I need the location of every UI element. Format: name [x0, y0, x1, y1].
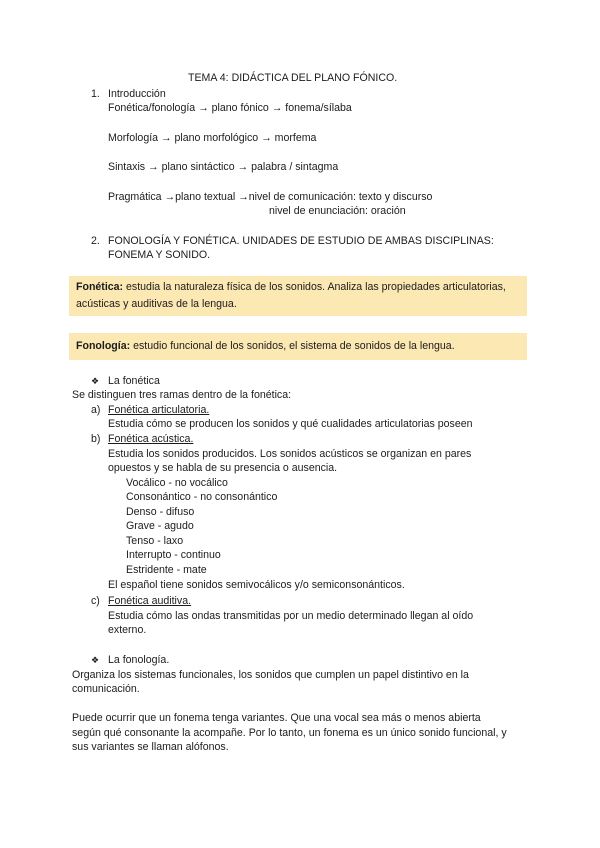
- section-1-heading: Introducción: [108, 88, 166, 100]
- section-2-heading-line1: FONOLOGÍA Y FONÉTICA. UNIDADES DE ESTUDIO DE AMBAS DISCIPLINAS:: [108, 235, 494, 247]
- section-2-heading-line2: FONEMA Y SONIDO.: [108, 249, 211, 261]
- la-fonetica-intro: Se distinguen tres ramas dentro de la fonética:: [72, 389, 292, 401]
- item-c-text-2: externo.: [108, 624, 147, 636]
- alofonos-paragraph-line-3: sus variantes se llaman alófonos.: [72, 741, 229, 753]
- fonologia-definition: estudio funcional de los sonidos, el sistema de sonidos de la lengua.: [130, 340, 455, 352]
- document-title: TEMA 4: DIDÁCTICA DEL PLANO FÓNICO.: [188, 72, 398, 84]
- fonologia-term: Fonología:: [76, 340, 131, 352]
- pair-item: Consonántico - no consonántico: [126, 491, 278, 503]
- item-b-label: b): [91, 433, 101, 445]
- la-fonetica-label: La fonética: [108, 375, 160, 387]
- pair-item: Vocálico - no vocálico: [126, 477, 228, 489]
- fonetica-definition: estudia la naturaleza física de los sonidos. Analiza las propiedades articulatorias, acústicas y auditivas de la lengua.: [76, 281, 506, 310]
- section-2-number: 2.: [91, 235, 100, 247]
- pair-item: Interrupto - continuo: [126, 549, 221, 561]
- item-c-label: c): [91, 595, 100, 607]
- item-b-text-1: Estudia los sonidos producidos. Los sonidos acústicos se organizan en pares: [108, 448, 472, 460]
- intro-line-fonetica: Fonética/fonología → plano fónico → fonema/sílaba: [108, 102, 352, 114]
- fonologia-definition-box: [69, 333, 527, 360]
- la-fonologia-text-1: Organiza los sistemas funcionales, los sonidos que cumplen un papel distintivo en la: [72, 669, 469, 681]
- item-b-title: Fonética acústica.: [108, 433, 194, 445]
- item-a-label: a): [91, 404, 101, 416]
- pair-item: Grave - agudo: [126, 520, 194, 532]
- item-b-text-2: opuestos y se habla de su presencia o ausencia.: [108, 462, 338, 474]
- diamond-bullet-icon: ❖: [91, 655, 100, 665]
- intro-line-sintaxis: Sintaxis → plano sintáctico → palabra / sintagma: [108, 161, 339, 173]
- item-b-note: El español tiene sonidos semivocálicos y/o semiconsonánticos.: [108, 579, 405, 591]
- intro-line-pragmatica: Pragmática →plano textual →nivel de comunicación: texto y discurso: [108, 191, 433, 203]
- alofonos-paragraph-line-2: según qué consonante la acompañe. Por lo tanto, un fonema es un único sonido funcional, y: [72, 727, 507, 739]
- pair-item: Denso - difuso: [126, 506, 195, 518]
- la-fonologia-text-2: comunicación.: [72, 683, 140, 695]
- pair-item: Tenso - laxo: [126, 535, 184, 547]
- item-a-text: Estudia cómo se producen los sonidos y qué cualidades articulatorias poseen: [108, 418, 473, 430]
- diamond-bullet-icon: ❖: [91, 376, 100, 386]
- intro-line-morfologia: Morfología → plano morfológico → morfema: [108, 132, 317, 144]
- fonetica-definition-box: [69, 276, 527, 316]
- item-a-title: Fonética articulatoria.: [108, 404, 210, 416]
- pair-item: Estridente - mate: [126, 564, 207, 576]
- item-c-text-1: Estudia cómo las ondas transmitidas por un medio determinado llegan al oído: [108, 610, 474, 622]
- section-1-number: 1.: [91, 88, 100, 100]
- intro-line-pragmatica-sub: nivel de enunciación: oración: [269, 205, 406, 217]
- fonetica-term: Fonética:: [76, 281, 124, 293]
- item-c-title: Fonética auditiva.: [108, 595, 192, 607]
- alofonos-paragraph-line-1: Puede ocurrir que un fonema tenga variantes. Que una vocal sea más o menos abierta: [72, 712, 481, 724]
- la-fonologia-label: La fonología.: [108, 654, 170, 666]
